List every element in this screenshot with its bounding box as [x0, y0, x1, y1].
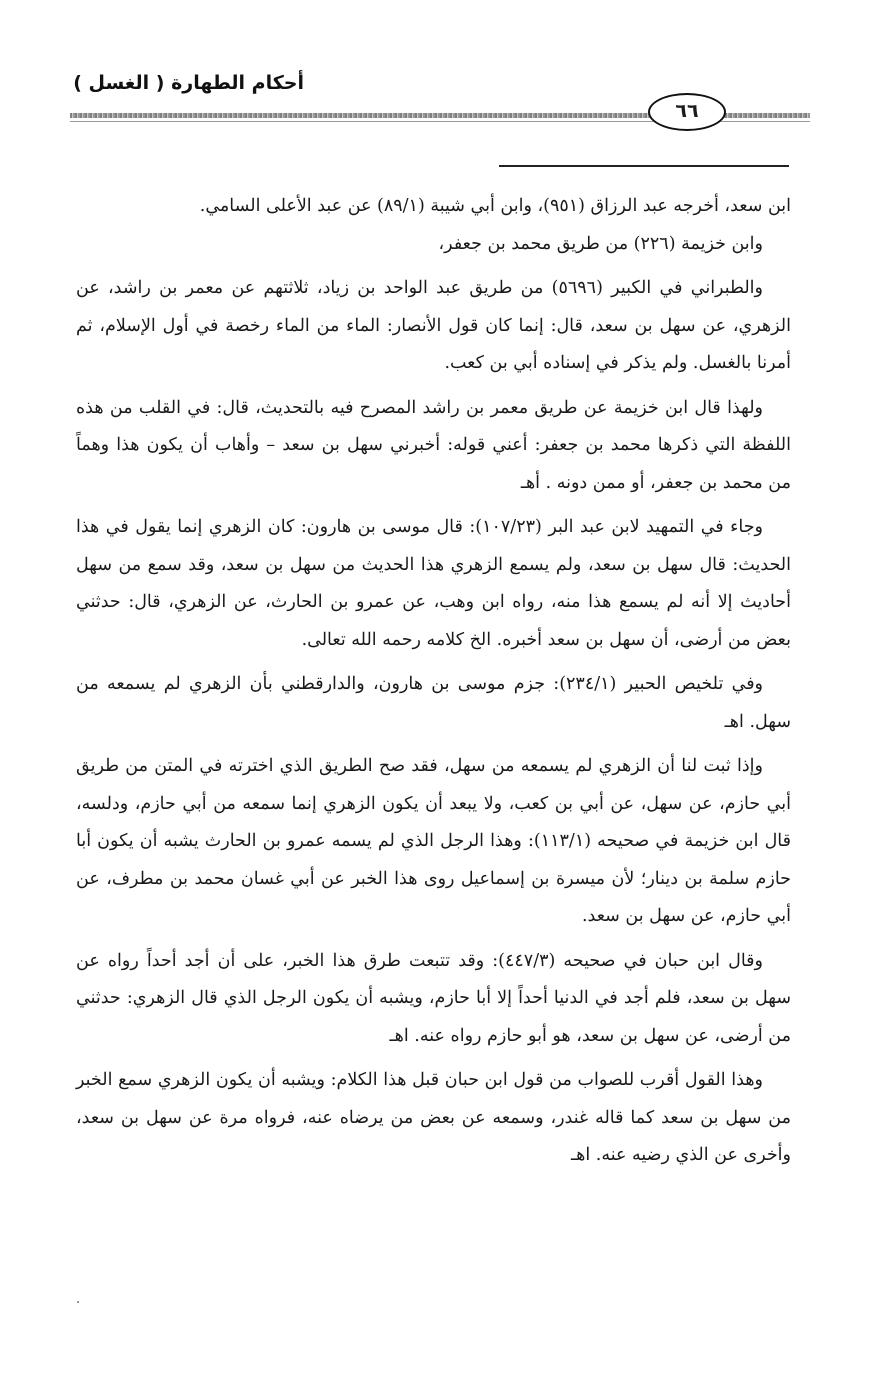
paragraph-9: وهذا القول أقرب للصواب من قول ابن حبان قبل هذا الكلام: ويشبه أن يكون الزهري سمع الخبر من سهل بن سعد كما قاله غندر، وسمعه عن بعض من يرضاه عنه، فرواه مرة عن سهل بن سعد، وأخرى عن الذي رضيه عنه. اهـ [76, 1070, 791, 1165]
paragraph-5: وجاء في التمهيد لابن عبد البر (١٠٧/٢٣): قال موسى بن هارون: كان الزهري إنما يقول في هذا الحديث: قال سهل بن سعد، ولم يسمع الزهري هذا الحديث من سهل بن سعد، وقد سمع من سهل أحاديث إلا أنه لم يسمع هذا منه، رواه ابن وهب، عن عمرو بن الحارث، عن الزهري، قال: حدثني بعض من أرضى، أن سهل بن سعد أخبره. الخ كلامه رحمه الله تعالى. [76, 517, 791, 650]
paragraph-8: وقال ابن حبان في صحيحه (٤٤٧/٣): وقد تتبعت طرق هذا الخبر، على أن أجد أحداً رواه عن سهل بن سعد، فلم أجد في الدنيا أحداً إلا أبا حازم، ويشبه أن يكون الرجل الذي قال الزهري: حدثني من أرضى، عن سهل بن سعد، هو أبو حازم رواه عنه. اهـ [76, 950, 791, 1046]
paragraph-3: والطبراني في الكبير (٥٦٩٦) من طريق عبد الواحد بن زياد، ثلاثتهم عن معمر بن راشد، عن الزهري، عن سهل بن سعد، قال: إنما كان قول الأنصار: الماء من الماء رخصة في أول الإسلام، ثم أمرنا بالغسل. ولم يذكر في إسناده أبي بن كعب. [76, 278, 791, 373]
footnote-text [76, 188, 791, 1175]
running-title: أحكام الطهارة ( الغسل ) [73, 72, 304, 94]
footnote-separator [499, 165, 789, 167]
paragraph-4: ولهذا قال ابن خزيمة عن طريق معمر بن راشد المصرح فيه بالتحديث، قال: في القلب من هذه اللفظة التي ذكرها محمد بن جعفر: أعني قوله: أخبرني سهل بن سعد – وأهاب أن يكون هذا وهماً من محمد بن جعفر، أو ممن دونه . أهـ [76, 397, 791, 493]
paragraph-1: ابن سعد، أخرجه عبد الرزاق (٩٥١)، وابن أبي شيبة (٨٩/١) عن عبد الأعلى السامي. [199, 196, 791, 216]
paragraph-7: وإذا ثبت لنا أن الزهري لم يسمعه من سهل، فقد صح الطريق الذي اخترته في المتن من طريق أبي حازم، عن سهل، عن أبي بن كعب، ولا يبعد أن يكون الزهري إنما سمعه من أبي حازم، ودلسه، قال ابن خزيمة في صحيحه (١١٣/١): وهذا الرجل الذي لم يسمه عمرو بن الحارث يشبه أن يكون أبا حازم سلمة بن دينار؛ لأن ميسرة بن إسماعيل روى هذا الخبر عن أبي غسان محمد بن مطرف، عن أبي حازم، عن سهل بن سعد. [76, 756, 791, 926]
page-number: ٦٦ [648, 93, 726, 131]
scan-speck [77, 1301, 79, 1303]
paragraph-2: وابن خزيمة (٢٢٦) من طريق محمد بن جعفر، [438, 233, 763, 254]
paragraph-6: وفي تلخيص الحبير (٢٣٤/١): جزم موسى بن هارون، والدارقطني بأن الزهري لم يسمعه من سهل. اهـ [76, 674, 791, 732]
